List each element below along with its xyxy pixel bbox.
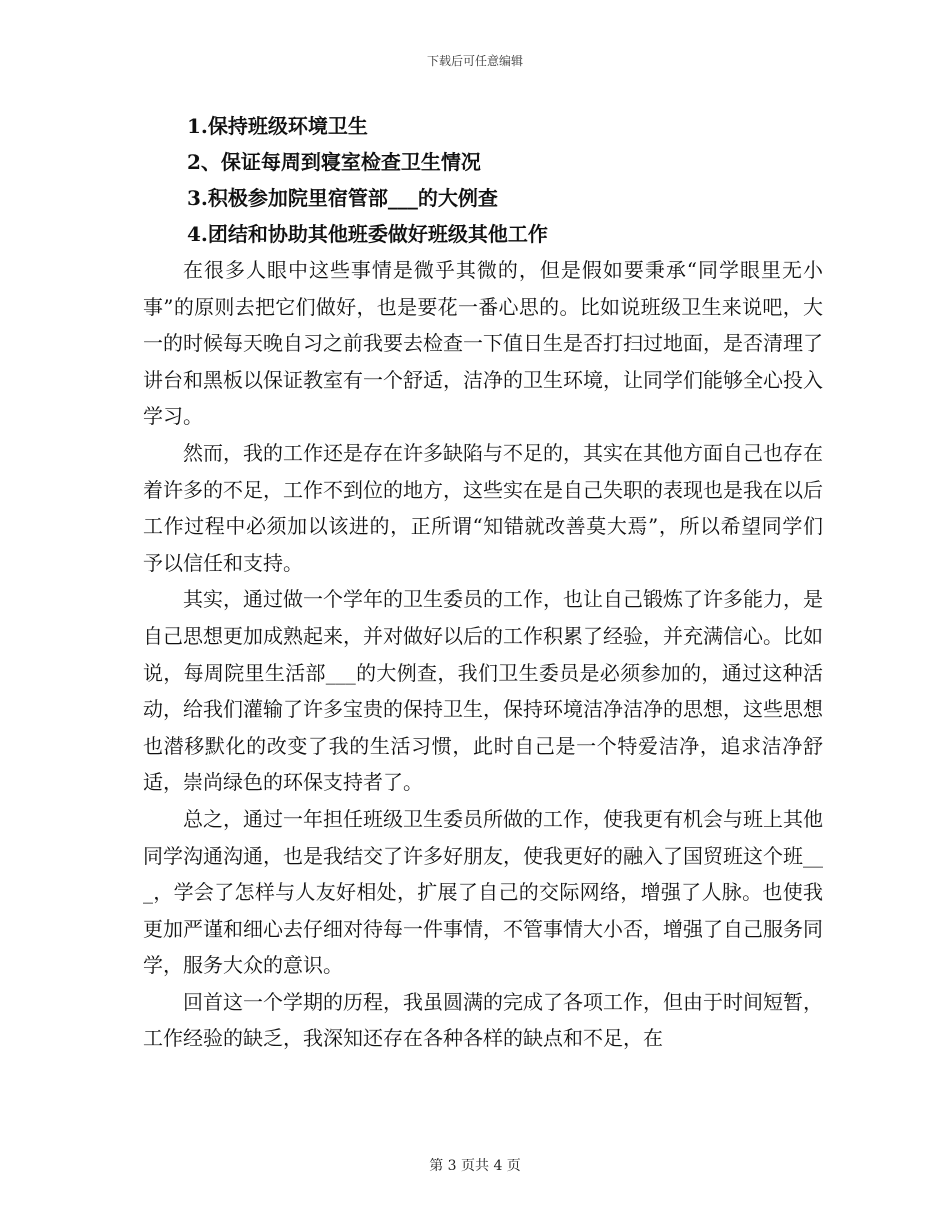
document-body: [143, 108, 823, 1057]
page-number-footer: 第 3 页共 4 页: [429, 1158, 521, 1174]
list-item-4: 4.团结和协助其他班委做好班级其他工作: [187, 222, 548, 246]
paragraph-2: 然而，我的工作还是存在许多缺陷与不足的，其实在其他方面自己也存在着许多的不足，工作不到位的地方，这些实在是自己失职的表现也是我在以后工作过程中必须加以该进的，正所谓“知错就改善莫大焉”，所以希望同学们予以信任和支持。: [143, 440, 823, 575]
list-item-2: 2、保证每周到寝室检查卫生情况: [187, 150, 481, 174]
paragraph-1: 在很多人眼中这些事情是微乎其微的，但是假如要秉承“同学眼里无小事”的原则去把它们做好，也是要花一番心思的。比如说班级卫生来说吧，大一的时候每天晚自习之前我要去检查一下值日生是否打扫过地面，是否清理了讲台和黑板以保证教室有一个舒适，洁净的卫生环境，让同学们能够全心投入学习。: [143, 258, 823, 429]
paragraph-4: 总之，通过一年担任班级卫生委员所做的工作，使我更有机会与班上其他同学沟通沟通，也是我结交了许多好朋友，使我更好的融入了国贸班这个班___，学会了怎样与人友好相处，扩展了自己的交际网络，增强了人脉。也使我更加严谨和细心去仔细对待每一件事情，不管事情大小否，增强了自己服务同学，服务大众的意识。: [143, 806, 823, 978]
page-header: 下载后可任意编辑: [426, 54, 523, 68]
list-item-3: 3.积极参加院里宿管部___的大例查: [187, 186, 498, 210]
paragraph-3: 其实，通过做一个学年的卫生委员的工作，也让自己锻炼了许多能力，是自己思想更加成熟起来，并对做好以后的工作积累了经验，并充满信心。比如说，每周院里生活部___的大例查，我们卫生委员是必须参加的，通过这种活动，给我们灌输了许多宝贵的保持卫生，保持环境洁净洁净的思想，这些思想也潜移默化的改变了我的生活习惯，此时自己是一个特爱洁净，追求洁净舒适，崇尚绿色的环保支持者了。: [143, 587, 823, 795]
paragraph-5: 回首这一个学期的历程，我虽圆满的完成了各项工作，但由于时间短暂，工作经验的缺乏，我深知还存在各种各样的缺点和不足，在: [143, 989, 823, 1051]
list-item-1: 1.保持班级环境卫生: [187, 114, 368, 138]
